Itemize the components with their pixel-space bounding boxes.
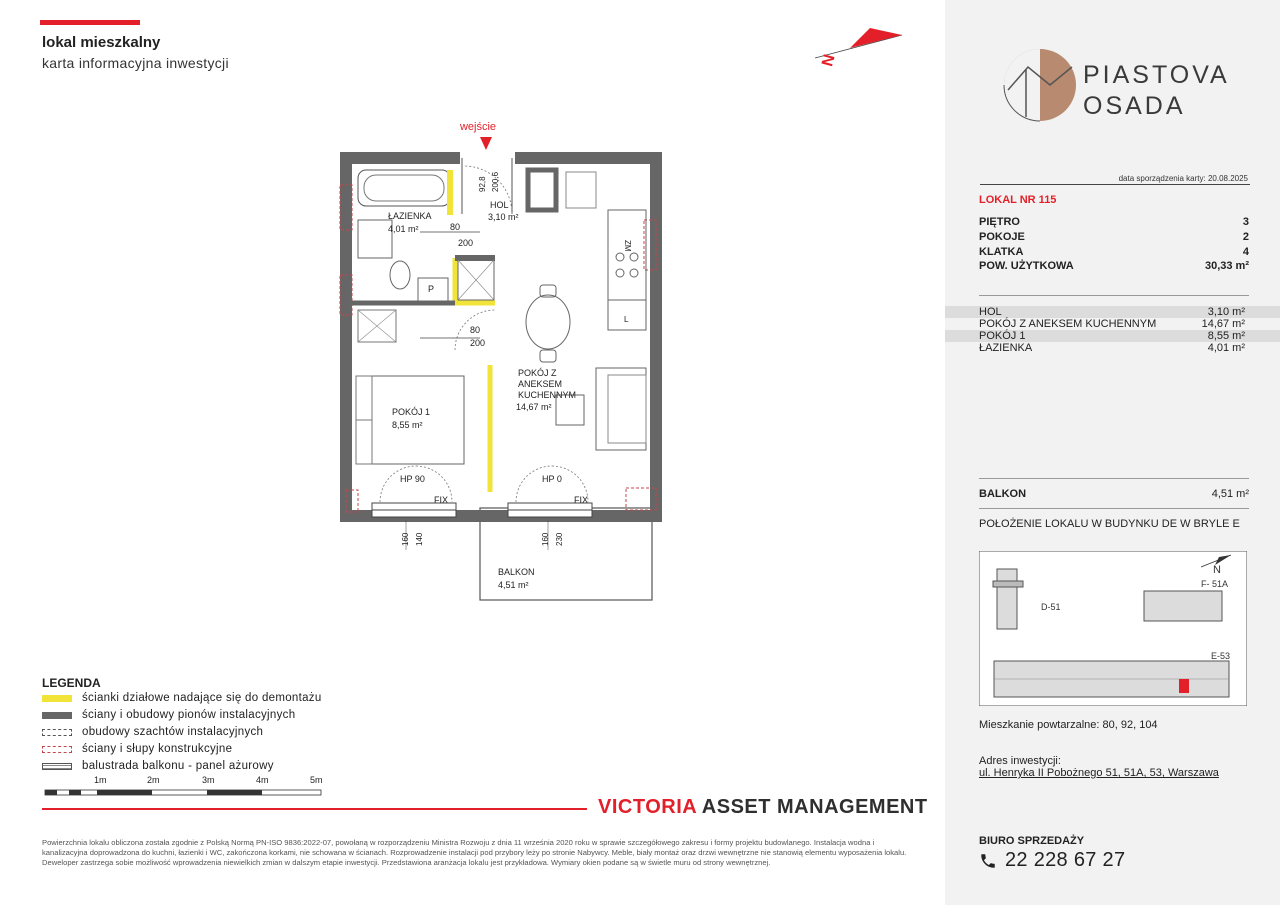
kv-klatka: KLATKA 4	[979, 246, 1249, 258]
phone-icon	[979, 852, 997, 870]
room-row: POKÓJ 1 8,55 m²	[945, 330, 1280, 342]
location-title: POŁOŻENIE LOKALU W BUDYNKU DE W BRYLE E	[979, 518, 1240, 530]
legend-item	[42, 760, 274, 772]
logo-text	[1083, 60, 1230, 122]
floor-plan	[330, 110, 670, 610]
victoria-name: VICTORIA	[598, 796, 697, 818]
room-row: POKÓJ Z ANEKSEM KUCHENNYM 14,67 m²	[979, 318, 1245, 330]
svg-text:4m: 4m	[256, 775, 269, 785]
asset-name: ASSET MANAGEMENT	[701, 796, 928, 818]
legend-swatch	[42, 712, 72, 719]
fixture-label: ZM	[623, 240, 632, 252]
site-plan	[979, 551, 1247, 706]
logo-line-1: PIASTOVA	[1083, 61, 1230, 89]
scale-bar	[42, 774, 332, 800]
room-area-kitchen: 14,67 m²	[516, 402, 552, 412]
entrance-marker	[480, 137, 492, 150]
address-value: ul. Henryka II Pobożnego 51, 51A, 53, Warszawa	[979, 767, 1219, 779]
room-name-kitchen-3: KUCHENNYM	[518, 390, 577, 400]
fixture-label: L	[624, 315, 629, 324]
piastova-logo-icon	[1000, 45, 1080, 125]
divider	[979, 478, 1249, 479]
room-name-lazienka: ŁAZIENKA	[388, 211, 432, 221]
legend-label: balustrada balkonu - panel ażurowy	[82, 760, 274, 772]
room-row: HOL 3,10 m²	[945, 306, 1280, 318]
kv-pietro: PIĘTRO 3	[979, 216, 1249, 228]
north-arrow-icon	[810, 20, 910, 70]
room-area-balkon: 4,51 m²	[498, 580, 529, 590]
svg-text:N: N	[819, 52, 839, 69]
svg-text:2m: 2m	[147, 775, 160, 785]
legend-label: ściany i obudowy pionów instalacyjnych	[82, 709, 296, 721]
legend-item	[42, 726, 263, 738]
room-name-pokoj1: POKÓJ 1	[392, 407, 431, 417]
sales-office-label: BIURO SPRZEDAŻY	[979, 835, 1085, 847]
room-row: ŁAZIENKA 4,01 m²	[979, 342, 1245, 354]
room-area-lazienka: 4,01 m²	[388, 224, 419, 234]
dim-label: 80	[470, 325, 481, 335]
dim-label: 92,8	[478, 176, 487, 192]
kv-powierzchnia: POW. UŻYTKOWA 30,33 m²	[979, 260, 1249, 272]
svg-text:N: N	[1213, 564, 1221, 576]
room-name-balkon: BALKON	[498, 567, 535, 577]
svg-text:5m: 5m	[310, 775, 323, 785]
room-area-hol: 3,10 m²	[488, 212, 519, 222]
kv-pokoje: POKOJE 2	[979, 231, 1249, 243]
rooms-list	[945, 306, 1280, 354]
lokal-number: LOKAL NR 115	[979, 194, 1057, 206]
fixture-label: P	[428, 284, 435, 294]
legend-label: obudowy szachtów instalacyjnych	[82, 726, 264, 738]
logo-line-2: OSADA	[1083, 92, 1186, 120]
legend-swatch	[42, 746, 72, 753]
window-label: HP 90	[400, 474, 425, 484]
svg-text:1m: 1m	[94, 775, 107, 785]
legend-swatch	[42, 729, 72, 736]
legend-swatch	[42, 763, 72, 770]
window-label: FIX	[574, 495, 589, 505]
legend-swatch	[42, 695, 72, 702]
window-label: FIX	[434, 495, 449, 505]
svg-text:F- 51A: F- 51A	[1201, 579, 1229, 589]
legend-item	[42, 709, 295, 721]
room-name-kitchen-1: POKÓJ Z	[518, 368, 557, 378]
legend-label: ściany i słupy konstrukcyjne	[82, 743, 233, 755]
victoria-logo	[598, 796, 928, 819]
legend-item	[42, 743, 232, 755]
doc-title: lokal mieszkalny	[42, 34, 161, 51]
address-label: Adres inwestycji:	[979, 755, 1061, 767]
legend-label: ścianki działowe nadające się do demontażu	[82, 692, 322, 704]
phone-number[interactable]	[979, 849, 1125, 872]
room-name-kitchen-2: ANEKSEM	[518, 379, 563, 389]
footer-divider	[42, 808, 587, 810]
kv-balkon: BALKON 4,51 m²	[979, 488, 1249, 500]
divider	[979, 295, 1249, 296]
dim-label: 80	[450, 222, 461, 232]
svg-text:E-53: E-53	[1211, 651, 1231, 661]
legend-title: LEGENDA	[42, 676, 101, 690]
divider	[979, 508, 1249, 509]
window-label: HP 0	[542, 474, 562, 484]
room-name-hol: HOL	[490, 200, 509, 210]
svg-text:D-51: D-51	[1041, 602, 1061, 612]
entrance-label: wejście	[459, 121, 497, 133]
date-divider	[980, 184, 1250, 185]
info-sidebar	[945, 0, 1280, 905]
accent-bar	[40, 20, 140, 25]
dim-label: 160	[541, 532, 550, 546]
dim-label: 200,6	[491, 171, 500, 192]
svg-text:3m: 3m	[202, 775, 215, 785]
card-date: data sporządzenia karty: 20.08.2025	[1118, 174, 1248, 183]
room-area-pokoj1: 8,55 m²	[392, 420, 423, 430]
repeat-units: Mieszkanie powtarzalne: 80, 92, 104	[979, 719, 1158, 731]
legal-footnote: Powierzchnia lokalu obliczona została zgodnie z Polską Normą PN-ISO 9836:2022-07, powołaną w rozporządzeniu Ministra Rozwoju z dnia 11 września 2020 roku w sprawie szczegółowego zakresu i formy projektu budowlanego. Instalacja wodna i kanalizacyjna doprowadzona do kuchni, łazienki i WC, zakończona korkami, nie schowana w ścianach. Rozprowadzenie instalacji pod przybory leży po stronie Nabywcy. Meble, biały montaż oraz drzwi wewnętrzne nie stanowią elementu wyposażenia lokalu. Deweloper zastrzega sobie możliwość wprowadzenia niewielkich zmian w dalszym etapie inwestycji. Przedstawiona aranżacja lokalu jest przykładowa. Wymiary okien podane są w świetle muru od strony wewnętrznej.	[42, 838, 907, 867]
phone-text: 22 228 67 27	[1005, 849, 1126, 871]
doc-subtitle: karta informacyjna inwestycji	[42, 55, 229, 71]
dim-label: 160	[401, 532, 410, 546]
legend-item	[42, 692, 322, 704]
dim-label: 200	[470, 338, 486, 348]
dim-label: 140	[415, 532, 424, 546]
dim-label: 200	[458, 238, 474, 248]
dim-label: 230	[555, 532, 564, 546]
